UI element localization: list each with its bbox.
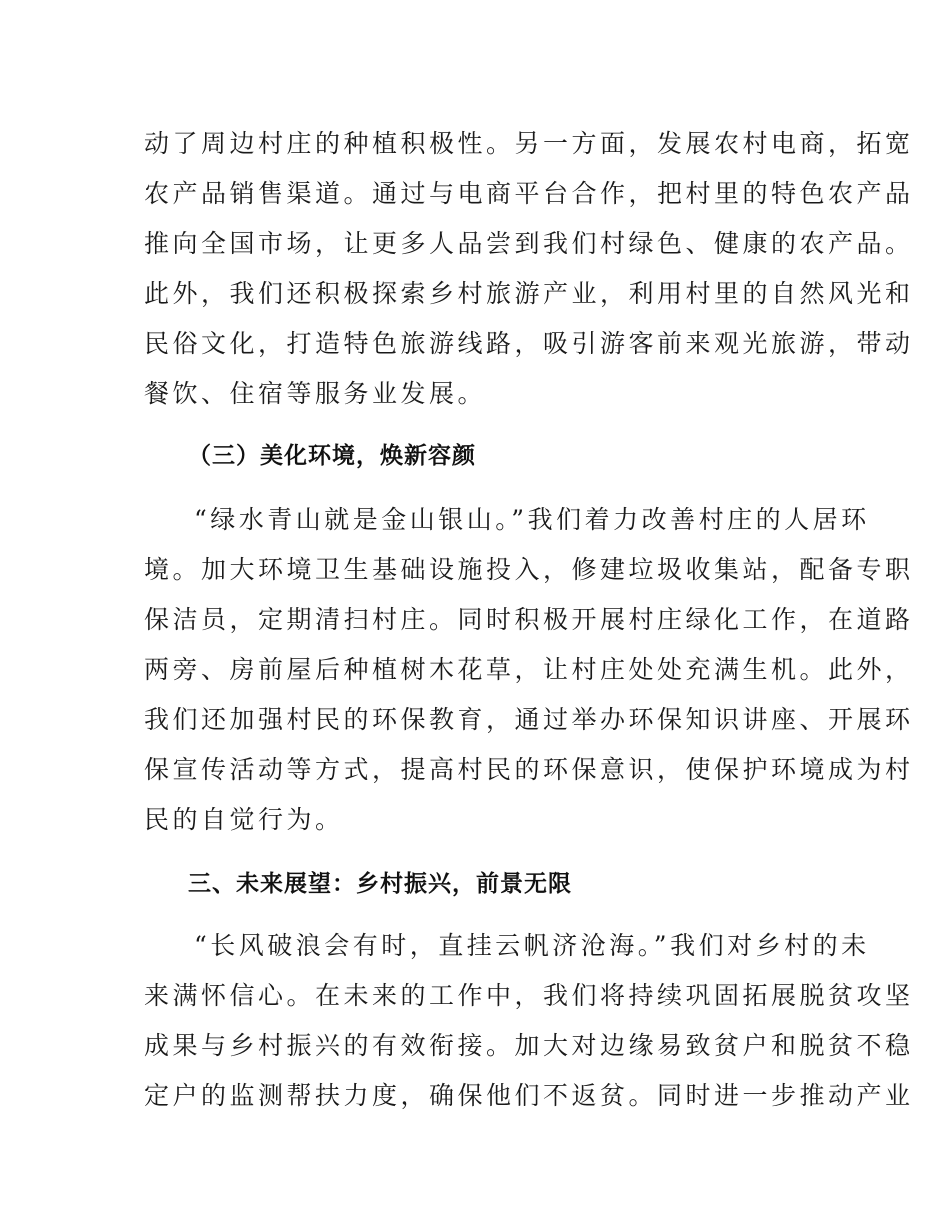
paragraph-line: 定户的监测帮扶力度，确保他们不返贫。同时进一步推动产业 bbox=[144, 1081, 914, 1110]
section-heading: （三）美化环境，焕新容颜 bbox=[188, 443, 476, 469]
paragraph-line: 民的自觉行为。 bbox=[144, 805, 344, 834]
chapter-heading: 三、未来展望：乡村振兴，前景无限 bbox=[188, 871, 572, 897]
paragraph-line: “绿水青山就是金山银山。”我们着力改善村庄的人居环 bbox=[194, 505, 870, 534]
paragraph-line: 保宣传活动等方式，提高村民的环保意识，使保护环境成为村 bbox=[144, 755, 914, 784]
paragraph-line: 此外，我们还积极探索乡村旅游产业，利用村里的自然风光和 bbox=[144, 279, 914, 308]
paragraph-line: 来满怀信心。在未来的工作中，我们将持续巩固拓展脱贫攻坚 bbox=[144, 981, 914, 1010]
paragraph-line: 动了周边村庄的种植积极性。另一方面，发展农村电商，拓宽 bbox=[144, 129, 914, 158]
paragraph-line: 餐饮、住宿等服务业发展。 bbox=[144, 379, 487, 408]
paragraph-line: 推向全国市场，让更多人品尝到我们村绿色、健康的农产品。 bbox=[144, 229, 914, 258]
paragraph-line: 境。加大环境卫生基础设施投入，修建垃圾收集站，配备专职 bbox=[144, 555, 914, 584]
paragraph-line: 农产品销售渠道。通过与电商平台合作，把村里的特色农产品 bbox=[144, 179, 914, 208]
paragraph-line: “长风破浪会有时，直挂云帆济沧海。”我们对乡村的未 bbox=[194, 931, 870, 960]
paragraph-line: 两旁、房前屋后种植树木花草，让村庄处处充满生机。此外， bbox=[144, 655, 914, 684]
paragraph-line: 我们还加强村民的环保教育，通过举办环保知识讲座、开展环 bbox=[144, 705, 914, 734]
paragraph-line: 保洁员，定期清扫村庄。同时积极开展村庄绿化工作，在道路 bbox=[144, 605, 914, 634]
paragraph-line: 成果与乡村振兴的有效衔接。加大对边缘易致贫户和脱贫不稳 bbox=[144, 1031, 914, 1060]
paragraph-line: 民俗文化，打造特色旅游线路，吸引游客前来观光旅游，带动 bbox=[144, 329, 914, 358]
